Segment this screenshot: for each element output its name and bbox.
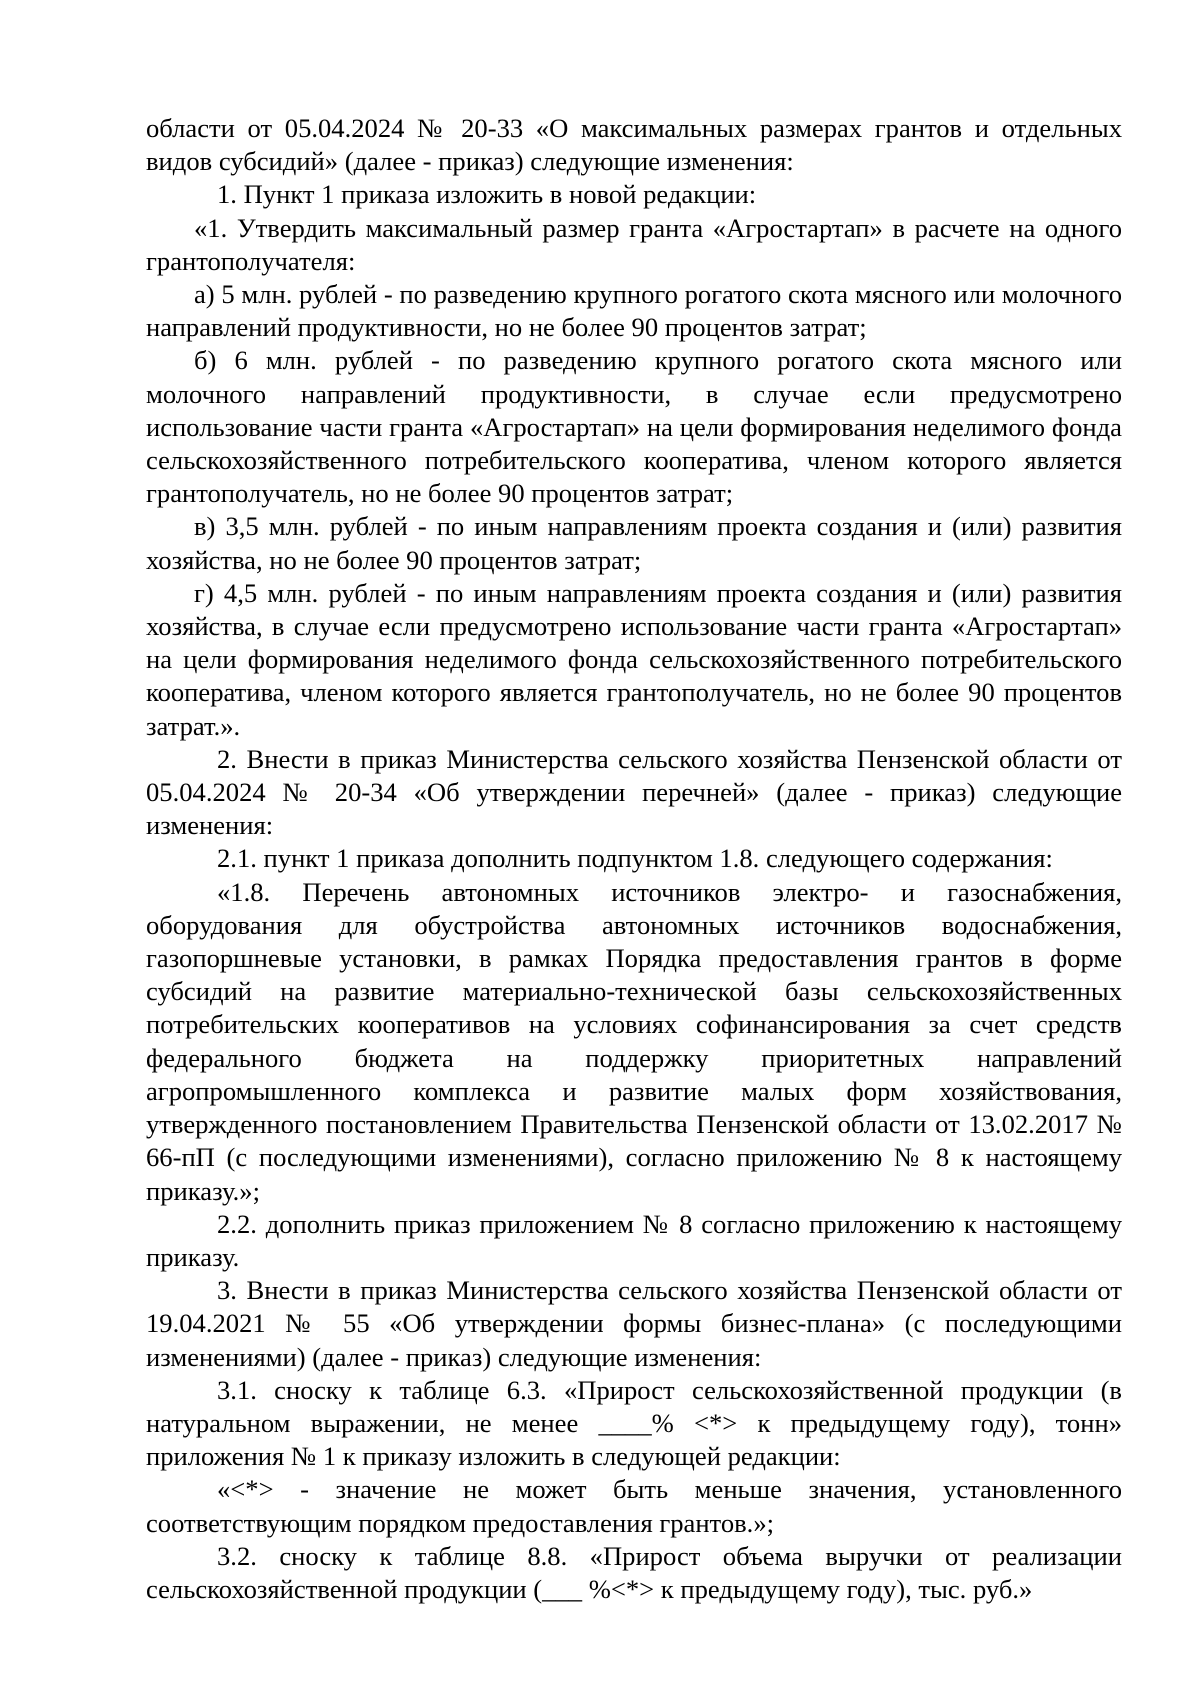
paragraph-subitem-v: в) 3,5 млн. рублей - по иным направлениям проекта создания и (или) развития хозяйства, но не более 90 процентов затрат; [146,511,1122,575]
paragraph-item-1-8-list: «1.8. Перечень автономных источников электро- и газоснабжения, оборудования для обустройства автономных источников водоснабжения, газопоршневые установки, в рамках Порядка предоставления грантов в форме субсидий на развитие материально-технической базы сельскохозяйственных потребительских кооперативов на условиях софинансирования за счет средств федерального бюджета на поддержку приоритетных направлений агропромышленного комплекса и развитие малых форм хозяйствования, утвержденного постановлением Правительства Пензенской области от 13.02.2017 № 66-пП (с последующими изменениями), согласно приложению № 8 к настоящему приказу.»; [146,876,1122,1206]
paragraph-item-3: 3. Внести в приказ Министерства сельского хозяйства Пензенской области от 19.04.2021 № 55 «Об утверждении формы бизнес-плана» (с последующими изменениями) (далее - приказ) следующие изменения: [146,1275,1122,1372]
paragraph-intro: области от 05.04.2024 № 20-33 «О максимальных размерах грантов и отдельных видов субсидий» (далее - приказ) следующие изменения: [146,113,1122,177]
paragraph-grant-max: «1. Утвердить максимальный размер гранта «Агростартап» в расчете на одного грантополучателя: [146,212,1122,276]
paragraph-item-2-2: 2.2. дополнить приказ приложением № 8 согласно приложению к настоящему приказу. [146,1208,1122,1272]
paragraph-item-3-2: 3.2. сноску к таблице 8.8. «Прирост объема выручки от реализации сельскохозяйственной продукции (___ %<*> к предыдущему году), тыс. руб.» [146,1540,1122,1604]
paragraph-subitem-a: а) 5 млн. рублей - по разведению крупного рогатого скота мясного или молочного направлений продуктивности, но не более 90 процентов затрат; [146,279,1122,343]
paragraph-subitem-b: б) 6 млн. рублей - по разведению крупного рогатого скота мясного или молочного направлений продуктивности, в случае если предусмотрено использование части гранта «Агростартап» на цели формирования неделимого фонда сельскохозяйственного потребительского кооператива, членом которого является грантополучатель, но не более 90 процентов затрат; [146,345,1122,509]
paragraph-footnote-text: «<*> - значение не может быть меньше значения, установленного соответствующим порядком предоставления грантов.»; [146,1474,1122,1538]
paragraph-item-2-1: 2.1. пункт 1 приказа дополнить подпунктом 1.8. следующего содержания: [217,843,1053,874]
document-page [146,112,1122,1606]
paragraph-item-2: 2. Внести в приказ Министерства сельского хозяйства Пензенской области от 05.04.2024 № 20-34 «Об утверждении перечней» (далее - приказ) следующие изменения: [146,743,1122,841]
paragraph-item-1: 1. Пункт 1 приказа изложить в новой редакции: [217,179,757,210]
paragraph-item-3-1: 3.1. сноску к таблице 6.3. «Прирост сельскохозяйственной продукции (в натуральном выражении, не менее ____% <*> к предыдущему году), тонн» приложения № 1 к приказу изложить в следующей редакции: [146,1374,1122,1472]
paragraph-subitem-g: г) 4,5 млн. рублей - по иным направлениям проекта создания и (или) развития хозяйства, в случае если предусмотрено использование части гранта «Агростартап» на цели формирования неделимого фонда сельскохозяйственного потребительского кооператива, членом которого является грантополучатель, но не более 90 процентов затрат.». [146,577,1122,741]
